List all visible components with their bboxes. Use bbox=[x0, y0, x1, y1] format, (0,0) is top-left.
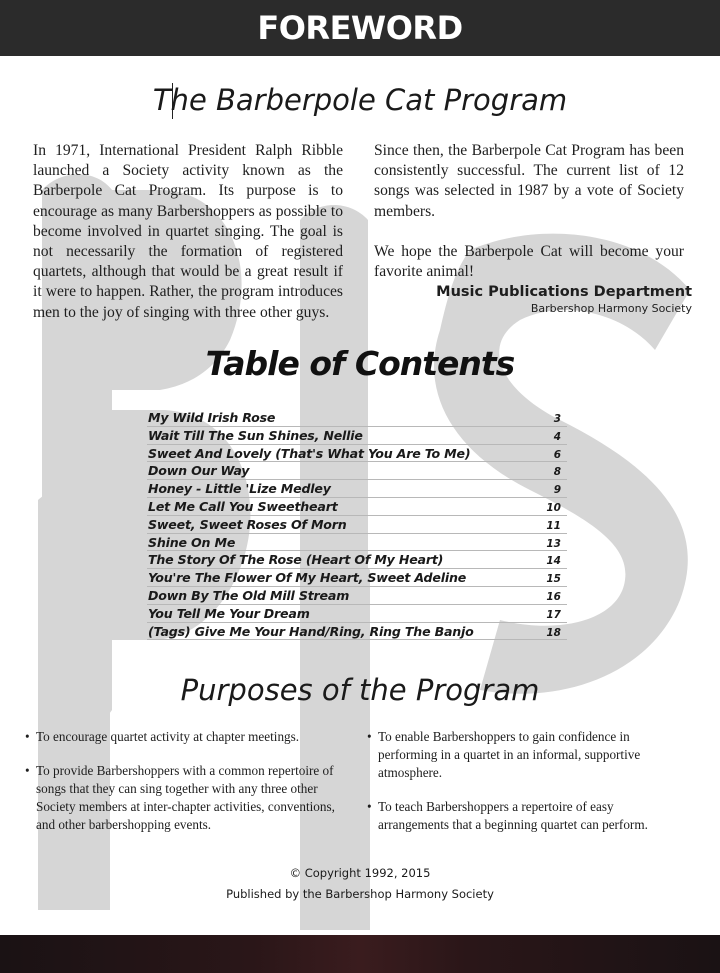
toc-song-title: Let Me Call You Sweetheart bbox=[148, 498, 338, 514]
toc-page-number: 17 bbox=[546, 608, 561, 621]
toc-song-title: Down Our Way bbox=[148, 463, 250, 479]
intro-left-column bbox=[33, 141, 343, 323]
toc-page-number: 6 bbox=[553, 448, 561, 461]
toc-entry bbox=[147, 480, 567, 498]
signature-block bbox=[436, 284, 692, 315]
toc-page-number: 10 bbox=[546, 501, 561, 514]
toc-song-title: Sweet And Lovely (That's What You Are To Me) bbox=[148, 445, 471, 461]
toc-song-title: Honey - Little 'Lize Medley bbox=[148, 481, 331, 497]
page-heading: FOREWORD bbox=[257, 9, 463, 47]
toc-song-title: You're The Flower Of My Heart, Sweet Adeline bbox=[148, 570, 467, 586]
toc-page-number: 4 bbox=[553, 430, 561, 443]
purpose-item: • To provide Barbershoppers with a common repertoire of songs that they can sing together with any three other Society members at inter-chapter activities, conventions, and other barbershopping events. bbox=[25, 762, 340, 834]
toc-entry bbox=[147, 587, 567, 605]
toc-entry bbox=[147, 462, 567, 480]
toc-entry bbox=[147, 569, 567, 587]
toc-page-number: 13 bbox=[546, 537, 561, 550]
toc-list bbox=[147, 409, 567, 640]
purposes-right-list bbox=[367, 728, 672, 834]
toc-entry bbox=[147, 409, 567, 427]
toc-page-number: 8 bbox=[553, 466, 561, 479]
toc-entry bbox=[147, 605, 567, 623]
purpose-item: • To encourage quartet activity at chapter meetings. bbox=[25, 728, 340, 746]
toc-song-title: The Story Of The Rose (Heart Of My Heart) bbox=[148, 552, 444, 568]
purposes-left-list bbox=[25, 728, 340, 834]
toc-song-title: Shine On Me bbox=[148, 534, 236, 550]
toc-song-title: (Tags) Give Me Your Hand/Ring, Ring The Banjo bbox=[148, 623, 474, 639]
toc-entry bbox=[147, 534, 567, 552]
toc-song-title: Down By The Old Mill Stream bbox=[148, 587, 350, 603]
toc-entry bbox=[147, 516, 567, 534]
copyright-notice: © Copyright 1992, 2015 bbox=[289, 866, 431, 880]
toc-page-number: 9 bbox=[553, 484, 561, 497]
department-name: Music Publications Department bbox=[436, 284, 692, 300]
toc-song-title: My Wild Irish Rose bbox=[148, 410, 276, 425]
toc-page-number: 11 bbox=[546, 519, 561, 532]
intro-paragraph: In 1971, International President Ralph Ribble launched a Society activity known as the Barberpole Cat Program. Its purpose is to encourage as many Barbershoppers as possible to become involved in quartet singing. The goal is not necessarily the formation of registered quartets, although that would be a great result if it were to happen. Rather, the program introduces men to the joy of singing with three other guys. bbox=[33, 142, 343, 321]
intro-paragraph-3: We hope the Barberpole Cat will become your favorite animal! bbox=[374, 242, 684, 281]
toc-entry bbox=[147, 445, 567, 463]
toc-page-number: 15 bbox=[546, 573, 561, 586]
program-title: The Barberpole Cat Program bbox=[152, 83, 568, 117]
toc-page-number: 14 bbox=[546, 555, 561, 568]
toc-page-number: 16 bbox=[546, 590, 561, 603]
purpose-item: • To enable Barbershoppers to gain confidence in performing in a quartet in an informal, supportive atmosphere. bbox=[367, 728, 672, 782]
publisher-notice: Published by the Barbershop Harmony Society bbox=[226, 887, 494, 901]
toc-entry bbox=[147, 551, 567, 569]
toc-entry bbox=[147, 623, 567, 641]
toc-song-title: You Tell Me Your Dream bbox=[148, 605, 310, 621]
intro-paragraph-2: Since then, the Barberpole Cat Program has been consistently successful. The current list of 12 songs was selected in 1987 by a vote of Society members. bbox=[374, 142, 684, 220]
purpose-item: • To teach Barbershoppers a repertoire of easy arrangements that a beginning quartet can perform. bbox=[367, 798, 672, 834]
toc-page-number: 3 bbox=[553, 413, 561, 425]
toc-title: Table of Contents bbox=[205, 344, 515, 383]
toc-song-title: Sweet, Sweet Roses Of Morn bbox=[148, 516, 347, 532]
organization-name: Barbershop Harmony Society bbox=[530, 302, 692, 315]
toc-entry bbox=[147, 427, 567, 445]
purposes-title: Purposes of the Program bbox=[180, 673, 540, 707]
toc-page-number: 18 bbox=[546, 626, 561, 639]
toc-entry bbox=[147, 498, 567, 516]
intro-right-column bbox=[374, 141, 684, 282]
toc-song-title: Wait Till The Sun Shines, Nellie bbox=[148, 427, 363, 443]
